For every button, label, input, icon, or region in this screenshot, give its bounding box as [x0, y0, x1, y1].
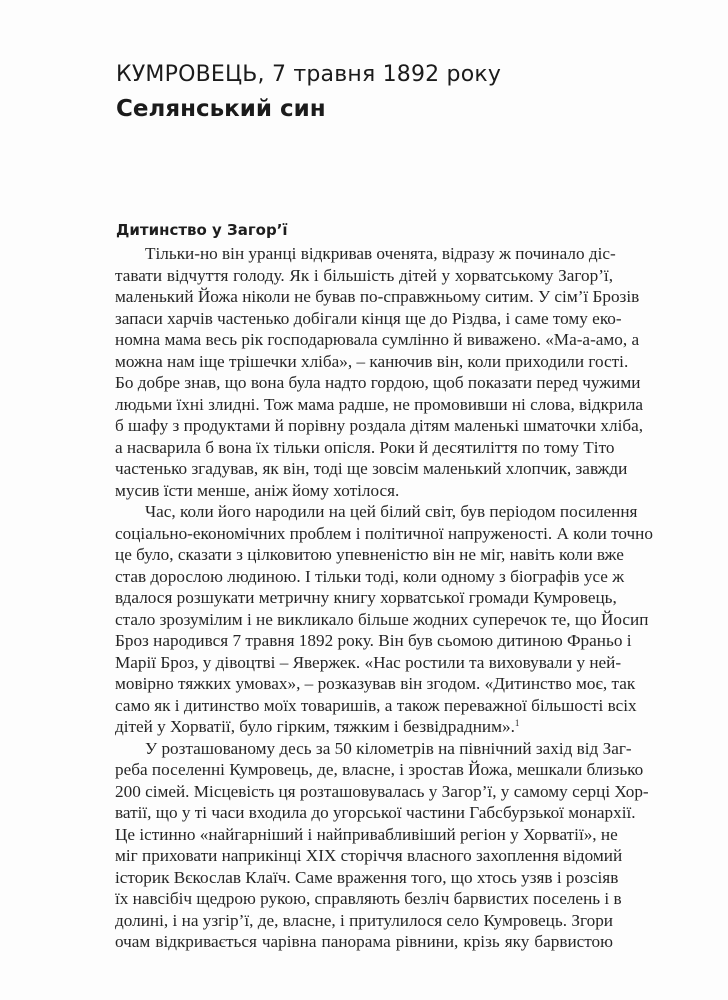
body-text [115, 243, 653, 953]
text-line: Тільки-но він уранці відкривав оченята, відразу ж починало діс- [145, 244, 616, 263]
text-line: реба поселенні Кумровець, де, власне, і зростав Йожа, мешкали близько [115, 760, 644, 779]
text-line: маленький Йожа ніколи не бував по-справжньому ситим. У сім’ї Брозів [115, 287, 640, 306]
text-line: їх навсібіч щедрою рукою, справляють безліч барвистих поселень і в [115, 889, 622, 908]
text-line: частенько згадував, як він, тоді ще зовсім маленький хлопчик, завжди [115, 459, 628, 478]
text-line-with-footnote [115, 716, 613, 738]
text-line: людьми їхні злидні. Тож мама радше, не промовивши ні слова, відкрила [115, 394, 644, 414]
chapter-title: Селянський син [116, 96, 326, 122]
text-line: мовірно тяжких умовах», – розказував він згодом. «Дитинство моє, так [115, 674, 636, 693]
footnote-reference[interactable]: 1 [514, 718, 520, 728]
text-line: Броз народився 7 травня 1892 року. Він був сьомою дитиною Франьо і [115, 631, 632, 650]
text-line: номна мама весь рік господарювала сумлінно й виважено. «Ма-а-амо, а [115, 330, 640, 349]
text-line: Це істинно «найгарніший і найпривабливіший регіон у Хорватії», не [115, 824, 618, 844]
chapter-place-date: КУМРОВЕЦЬ, 7 травня 1892 року [116, 62, 502, 87]
text-line: можна нам іще трішечки хліба», – канючив він, коли приходили гості. [115, 351, 629, 371]
text-line: 200 сімей. Місцевість ця розташовувалась у Загор’ї, у самому серці Хор- [115, 781, 649, 801]
text-line: соціально-економічних проблем і політичної напруженості. А коли точно [115, 523, 653, 543]
text-line: дітей у Хорватії, було гірким, тяжким і безвідрадним». [115, 717, 515, 736]
text-line: тавати відчуття голоду. Як і більшість дітей у хорватському Загор’ї, [115, 265, 613, 285]
text-line: очам відкривається чарівна панорама рівнини, крізь яку барвистою [115, 932, 613, 951]
text-line: запаси харчів частенько добігали кінця ще до Різдва, і саме тому еко- [115, 308, 622, 328]
text-line: У розташованому десь за 50 кілометрів на північний захід від Заг- [145, 738, 632, 758]
text-line: Час, коли його народили на цей білий світ, був періодом посилення [145, 502, 638, 521]
paragraph-1 [115, 243, 644, 501]
text-line: історик Вєкослав Клаїч. Саме враження того, що хтось узяв і розсіяв [115, 867, 619, 887]
text-line: став дорослою людиною. І тільки тоді, коли одному з біографів усе ж [115, 566, 625, 586]
text-line: Марії Броз, у дівоцтві – Явержек. «Нас ростили та виховували у ней- [115, 652, 622, 672]
section-heading: Дитинство у Загор’ї [116, 221, 288, 239]
text-line: б шафу з продуктами й порівну роздала дітям маленькі шматочки хліба, [115, 416, 644, 435]
text-line: само як і дитинство моїх товаришів, а також переважної більшості всіх [115, 695, 637, 715]
paragraph-2 [115, 501, 653, 738]
text-line: стало зрозумілим і не викликало більше жодних суперечок те, що Йосип [115, 609, 649, 629]
text-line: міг приховати наприкінці XIX сторіччя власного захоплення відомий [115, 846, 623, 865]
text-line: ватії, що у ті часи входила до угорської частини Габсбурзької монархії. [115, 803, 636, 822]
text-line: долині, і на узгір’ї, де, власне, і притулилося село Кумровець. Згори [115, 910, 613, 930]
text-line: мусив їсти менше, аніж йому хотілося. [115, 480, 400, 500]
text-line: вдалося розшукати метричну книгу хорватської громади Кумровець, [115, 588, 617, 607]
paragraph-3 [115, 738, 649, 953]
text-line: а насварила б вона їх тільки опісля. Роки й десятиліття по тому Тіто [115, 437, 615, 457]
text-line: Бо добре знав, що вона була надто гордою, щоб показати перед чужими [115, 373, 641, 392]
text-line: це було, сказати з цілковитою упевненістю він не міг, навіть коли вже [115, 545, 624, 564]
